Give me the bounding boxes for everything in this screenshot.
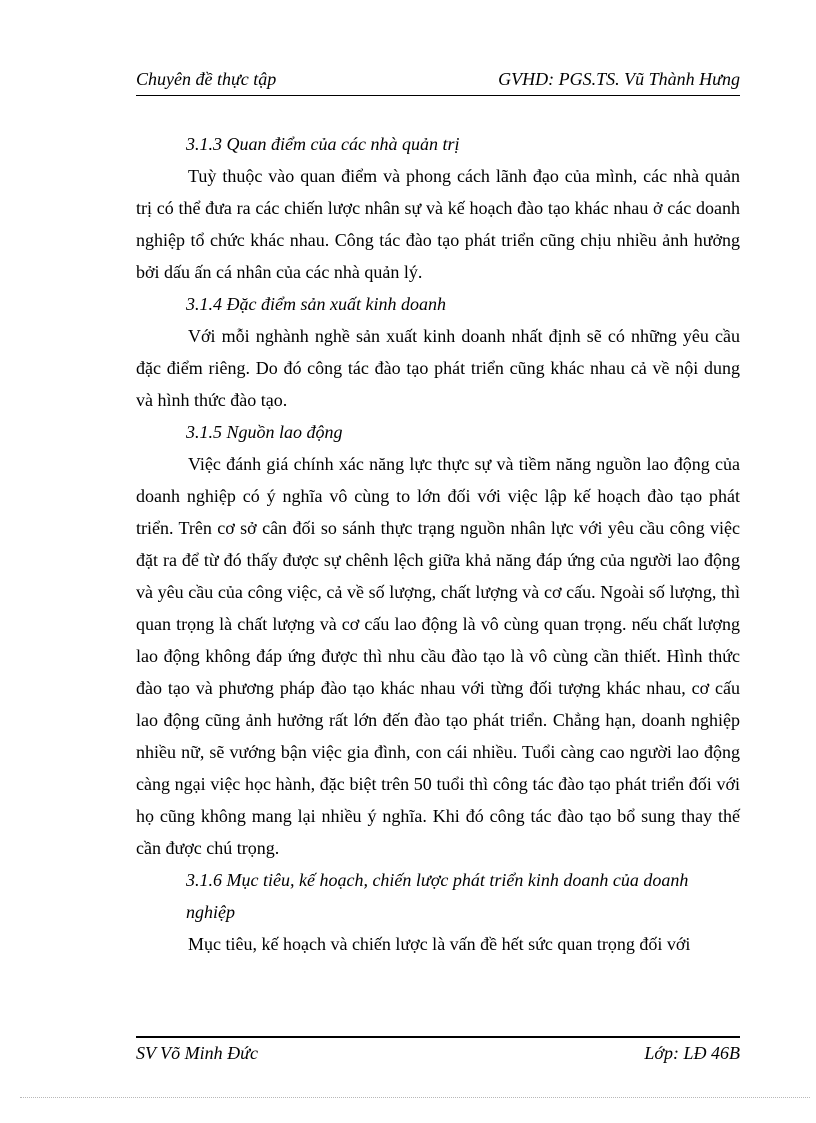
- page-header: [136, 68, 740, 90]
- section-paragraph-3-1-3: Tuỳ thuộc vào quan điểm và phong cách lãnh đạo của mình, các nhà quản trị có thể đưa ra các chiến lược nhân sự và kế hoạch đào tạo khác nhau ở các doanh nghiệp tổ chức khác nhau. Công tác đào tạo phát triển cũng chịu nhiều ảnh hưởng bởi dấu ấn cá nhân của các nhà quản lý.: [136, 166, 740, 282]
- section-paragraph-3-1-6: Mục tiêu, kế hoạch và chiến lược là vấn đề hết sức quan trọng đối với: [188, 934, 691, 954]
- footer-right-text: Lớp: LĐ 46B: [644, 1043, 740, 1063]
- section-heading-3-1-6: 3.1.6 Mục tiêu, kế hoạch, chiến lược phát triển kinh doanh của doanh nghiệp: [186, 870, 689, 922]
- section-paragraph-3-1-5: Việc đánh giá chính xác năng lực thực sự và tiềm năng nguồn lao động của doanh nghiệp có ý nghĩa vô cùng to lớn đối với việc lập kế hoạch đào tạo phát triển. Trên cơ sở cân đối so sánh thực trạng nguồn nhân lực với yêu cầu công việc đặt ra để từ đó thấy được sự chênh lệch giữa khả năng đáp ứng của người lao động và yêu cầu của công việc, cả về số lượng, chất lượng và cơ cấu. Ngoài số lượng, thì quan trọng là chất lượng và cơ cấu lao động là vô cùng quan trọng. nếu chất lượng lao động không đáp ứng được thì nhu cầu đào tạo là vô cùng cần thiết. Hình thức đào tạo và phương pháp đào tạo khác nhau với từng đối tượng khác nhau, cơ cấu lao động cũng ảnh hưởng rất lớn đến đào tạo phát triển. Chẳng hạn, doanh nghiệp nhiều nữ, sẽ vướng bận việc gia đình, con cái nhiều. Tuổi càng cao người lao động càng ngại việc học hành, đặc biệt trên 50 tuổi thì công tác đào tạo phát triển đối với họ cũng không mang lại nhiều ý nghĩa. Khi đó công tác đào tạo bổ sung thay thế cần được chú trọng.: [136, 454, 740, 858]
- page-boundary: [20, 1097, 810, 1098]
- header-left-text: Chuyên đề thực tập: [136, 69, 277, 89]
- section-heading-3-1-4: 3.1.4 Đặc điểm sản xuất kinh doanh: [186, 294, 446, 314]
- header-divider: [136, 95, 740, 96]
- header-right-text: GVHD: PGS.TS. Vũ Thành Hưng: [498, 69, 740, 89]
- section-paragraph-3-1-4: Với mỗi nghành nghề sản xuất kinh doanh nhất định sẽ có những yêu cầu đặc điểm riêng. Do đó công tác đào tạo phát triển cũng khác nhau cả về nội dung và hình thức đào tạo.: [136, 326, 740, 410]
- section-heading-3-1-3: 3.1.3 Quan điểm của các nhà quản trị: [186, 134, 460, 154]
- footer-left-text: SV Võ Minh Đức: [136, 1043, 258, 1063]
- document-body: [136, 128, 740, 960]
- section-heading-3-1-5: 3.1.5 Nguồn lao động: [186, 422, 343, 442]
- footer-divider: [136, 1036, 740, 1038]
- page-footer: [136, 1042, 740, 1064]
